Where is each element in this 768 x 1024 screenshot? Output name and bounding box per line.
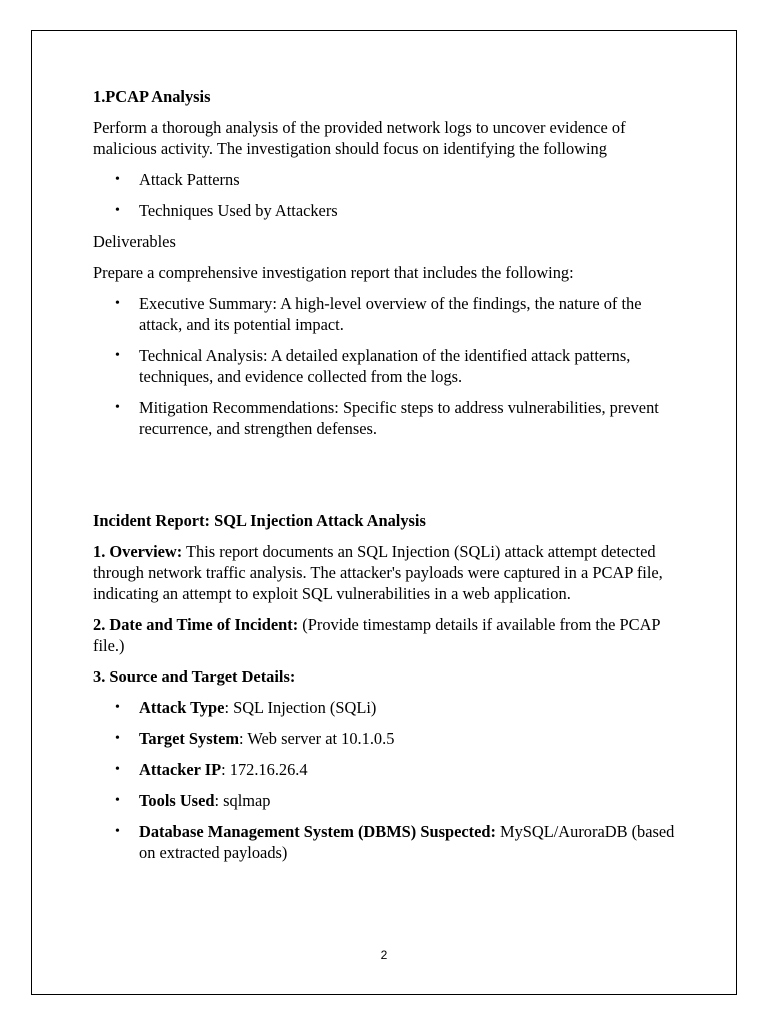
- detail-value: : 172.16.26.4: [221, 760, 308, 779]
- detail-label: Attack Type: [139, 698, 225, 717]
- overview-paragraph: [93, 541, 683, 604]
- deliverables-list: [93, 293, 683, 439]
- bullet-icon: •: [115, 793, 120, 808]
- details-label: 3. Source and Target Details:: [93, 667, 296, 686]
- list-item: [93, 169, 683, 190]
- section-spacer: [93, 449, 683, 510]
- bullet-icon: •: [115, 824, 120, 839]
- bullet-icon: •: [115, 203, 120, 218]
- list-item: [93, 397, 683, 439]
- list-item: [93, 790, 683, 811]
- detail-value: : sqlmap: [214, 791, 271, 810]
- list-item: [93, 200, 683, 221]
- pcap-intro-paragraph: Perform a thorough analysis of the provided network logs to uncover evidence of malicious activity. The investigation should focus on identifying the following: [93, 118, 626, 158]
- section-heading-pcap-analysis: 1.PCAP Analysis: [93, 87, 211, 106]
- incident-report-title: Incident Report: SQL Injection Attack Analysis: [93, 511, 426, 530]
- list-item: [93, 759, 683, 780]
- bullet-icon: •: [115, 172, 120, 187]
- bullet-icon: •: [115, 400, 120, 415]
- detail-label: Target System: [139, 729, 239, 748]
- document-body: [93, 86, 683, 873]
- datetime-text: (Provide timestamp details if available from the PCAP file.): [93, 615, 660, 655]
- page-number: 2: [380, 948, 388, 962]
- details-list: [93, 697, 683, 863]
- list-item: [93, 293, 683, 335]
- deliverables-label: Deliverables: [93, 232, 176, 251]
- focus-list: [93, 169, 683, 221]
- detail-label: Tools Used: [139, 791, 215, 810]
- list-item: [93, 697, 683, 718]
- detail-label: Database Management System (DBMS) Suspected:: [139, 822, 496, 841]
- report-intro-paragraph: Prepare a comprehensive investigation report that includes the following:: [93, 263, 574, 282]
- bullet-icon: •: [115, 700, 120, 715]
- list-item: [93, 728, 683, 749]
- bullet-icon: •: [115, 348, 120, 363]
- list-item-text: Techniques Used by Attackers: [139, 201, 338, 220]
- bullet-icon: •: [115, 762, 120, 777]
- list-item: [93, 821, 683, 863]
- overview-label: 1. Overview:: [93, 542, 183, 561]
- list-item-text: Mitigation Recommendations: Specific steps to address vulnerabilities, prevent recurrence, and strengthen defenses.: [139, 398, 659, 438]
- detail-value: : SQL Injection (SQLi): [224, 698, 377, 717]
- datetime-paragraph: [93, 614, 683, 656]
- overview-text: This report documents an SQL Injection (SQLi) attack attempt detected through network traffic analysis. The attacker's payloads were captured in a PCAP file, indicating an attempt to exploit SQL vulnerabilities in a web application.: [93, 542, 663, 603]
- list-item: [93, 345, 683, 387]
- detail-value: MySQL/AuroraDB (based on extracted payloads): [139, 822, 675, 862]
- detail-value: : Web server at 10.1.0.5: [239, 729, 395, 748]
- bullet-icon: •: [115, 731, 120, 746]
- details-heading: [93, 666, 683, 687]
- bullet-icon: •: [115, 296, 120, 311]
- datetime-label: 2. Date and Time of Incident:: [93, 615, 299, 634]
- detail-label: Attacker IP: [139, 760, 222, 779]
- list-item-text: Attack Patterns: [139, 170, 240, 189]
- list-item-text: Executive Summary: A high-level overview of the findings, the nature of the attack, and its potential impact.: [139, 294, 642, 334]
- list-item-text: Technical Analysis: A detailed explanation of the identified attack patterns, techniques, and evidence collected from the logs.: [139, 346, 631, 386]
